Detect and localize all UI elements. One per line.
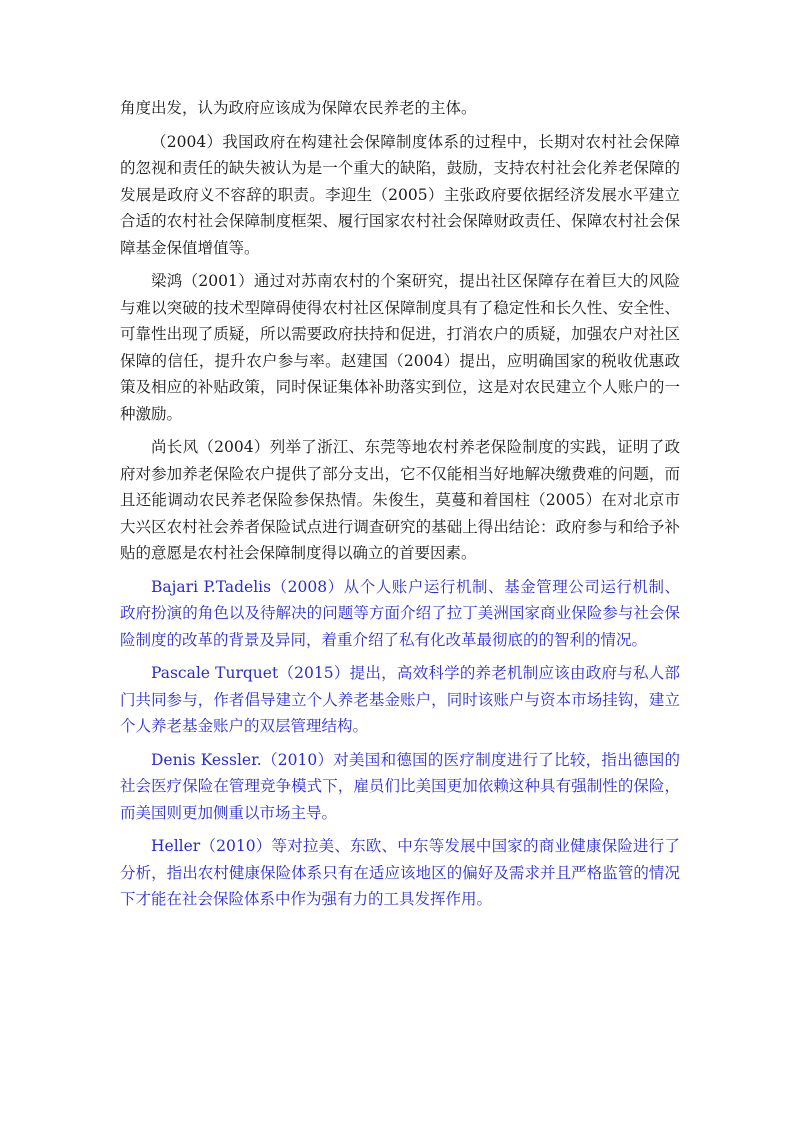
paragraph-1: 角度出发，认为政府应该成为保障农民养老的主体。 <box>120 99 477 117</box>
paragraph-4: 尚长风（2004）列举了浙江、东莞等地农村养老保险制度的实践，证明了政府对参加养老保险农户提供了部分支出，它不仅能相当好地解决缴费难的问题，而且还能调动农民养老保险参保热情。朱俊生，莫蔓和着国柱（2005）在对北京市大兴区农村社会养者保险试点进行调查研究的基础上得出结论：政府参与和给予补贴的意愿是农村社会保障制度得以确立的首要因素。 <box>120 438 680 562</box>
paragraph-8: Heller（2010）等对拉美、东欧、中东等发展中国家的商业健康保险进行了分析，指出农村健康保险体系只有在适应该地区的偏好及需求并且严格监管的情况下才能在社会保险体系中作为强有力的工具发挥作用。 <box>120 837 680 908</box>
paragraph-3: 梁鸿（2001）通过对苏南农村的个案研究，提出社区保障存在着巨大的风险与难以突破的技术型障碍使得农村社区保障制度具有了稳定性和长久性、安全性、可靠性出现了质疑，所以需要政府扶持和促进，打消农户的质疑，加强农户对社区保障的信任，提升农户参与率。赵建国（2004）提出，应明确国家的税收优惠政策及相应的补贴政策，同时保证集体补助落实到位，这是对农民建立个人账户的一种激励。 <box>120 272 680 423</box>
paragraph-7: Denis Kessler.（2010）对美国和德国的医疗制度进行了比较，指出德国的社会医疗保险在管理竞争模式下，雇员们比美国更加依赖这种具有强制性的保险，而美国则更加侧重以市场主导。 <box>120 750 680 822</box>
paragraph-6: Pascale Turquet（2015）提出，高效科学的养老机制应该由政府与私人部门共同参与，作者倡导建立个人养老基金账户，同时该账户与资本市场挂钩，建立个人养老基金账户的双层管理结构。 <box>120 664 680 735</box>
document-body <box>120 95 680 913</box>
paragraph-2: （2004）我国政府在构建社会保障制度体系的过程中，长期对农村社会保障的忽视和责任的缺失被认为是一个重大的缺陷，鼓励，支持农村社会化养老保障的发展是政府义不容辞的职责。李迎生（2005）主张政府要依据经济发展水平建立合适的农村社会保障制度框架、履行国家农村社会保障财政责任、保障农村社会保障基金保值增值等。 <box>120 132 680 257</box>
paragraph-5: Bajari P.Tadelis（2008）从个人账户运行机制、基金管理公司运行机制、政府扮演的角色以及待解决的问题等方面介绍了拉丁美洲国家商业保险参与社会保险制度的改革的背景及异同，着重介绍了私有化改革最彻底的的智利的情况。 <box>120 577 680 649</box>
